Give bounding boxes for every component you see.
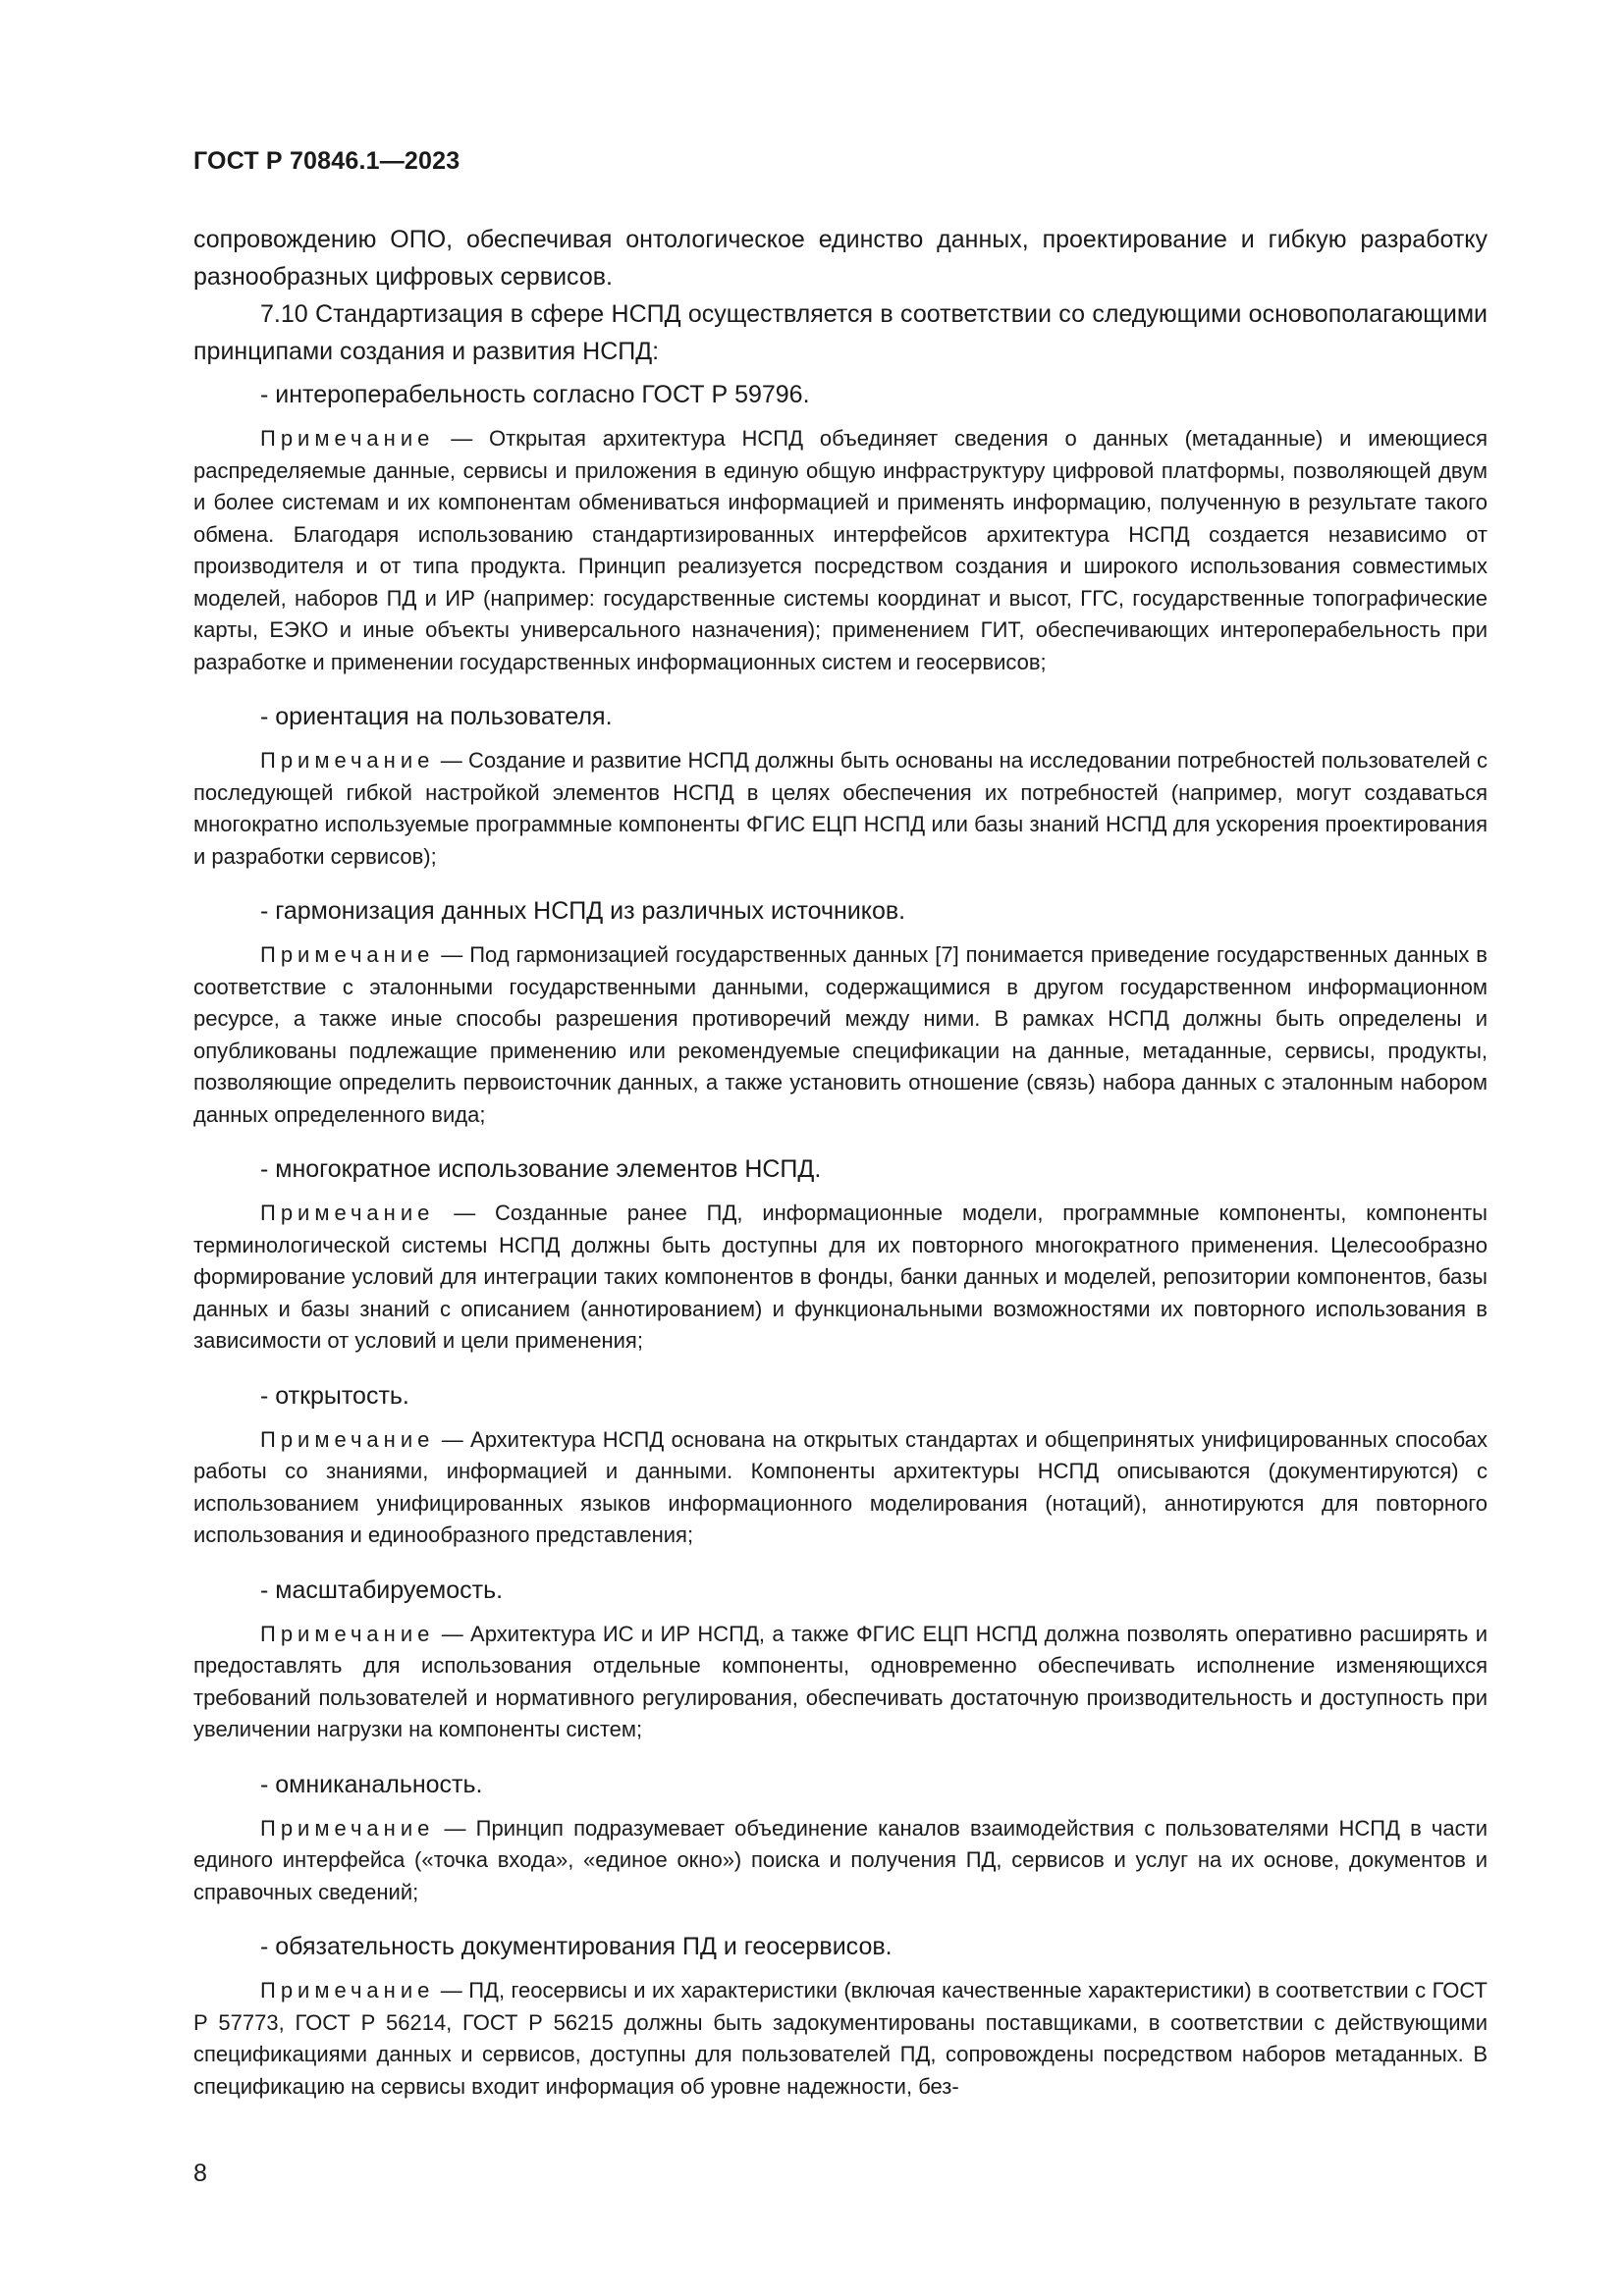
note-paragraph (193, 1619, 1488, 1746)
principle-item: - ориентация на пользователя. (260, 703, 613, 730)
note-text: — Архитектура НСПД основана на открытых стандартах и общепринятых унифицированных способах работы со знаниями, информацией и данными. Компоненты архитектуры НСПД описываются (документируются) с использованием унифицированных языков информационного моделирования (нотаций), аннотируются для повторного использования и единообразного представления; (193, 1426, 1488, 1547)
note-paragraph (193, 1424, 1488, 1552)
note-label: Примечание (260, 426, 435, 451)
note-text: — Под гармонизацией государственных данных [7] понимается приведение государственных данных в соответствие с эталонными государственными данными, содержащимися в другом государственном информационном ресурсе, а также иные способы разрешения противоречий между ними. В рамках НСПД должны быть определены и опубликованы подлежащие применению или рекомендуемые спецификации на данные, метаданные, сервисы, продукты, позволяющие определить первоисточник данных, а также установить отношение (связь) набора данных с эталонным набором данных определенного вида; (193, 942, 1488, 1127)
note-label: Примечание (260, 1978, 435, 2002)
principle-item: - многократное использование элементов НСПД. (260, 1155, 822, 1183)
note-label: Примечание (260, 1426, 435, 1452)
note-paragraph (193, 939, 1488, 1131)
note-paragraph (193, 1975, 1488, 2103)
note-label: Примечание (260, 748, 435, 773)
note-text: — Принцип подразумевает объединение каналов взаимодействия с пользователями НСПД в части единого интерфейса («точка входа», «единое окно») поиска и получения ПД, сервисов и услуг на их основе, документов и справочных сведений; (193, 1815, 1488, 1904)
note-label: Примечание (260, 942, 435, 967)
note-paragraph (193, 1198, 1488, 1358)
note-text: — Архитектура ИС и ИР НСПД, а также ФГИС ЕЦП НСПД должна позволять оперативно расширять и предоставлять для использования отдельные компоненты, одновременно обеспечивать исполнение изменяющихся требований пользователей и нормативного регулирования, обеспечивать достаточную производительность и доступность при увеличении нагрузки на компоненты систем; (193, 1621, 1488, 1741)
principle-item: - омниканальность. (260, 1770, 483, 1798)
page-content (193, 221, 1488, 2122)
principle-item: - гармонизация данных НСПД из различных источников. (260, 897, 906, 925)
note-paragraph (193, 1813, 1488, 1909)
page-number: 8 (193, 2160, 207, 2187)
note-text: — Созданные ранее ПД, информационные модели, программные компоненты, компоненты терминологической системы НСПД должны быть доступны для их повторного многократного применения. Целесообразно формирование условий для интеграции таких компонентов в фонды, банки данных и моделей, репозитории компонентов, базы данных и базы знаний с описанием (аннотированием) и функциональными возможностями их повторного использования в зависимости от условий и цели применения; (193, 1201, 1488, 1353)
note-text: — Открытая архитектура НСПД объединяет сведения о данных (метаданные) и имеющиеся распределяемые данные, сервисы и приложения в единую общую инфраструктуру цифровой платформы, позволяющей двум и более системам и их компонентам обмениваться информацией и применять информацию, полученную в результате такого обмена. Благодаря использованию стандартизированных интерфейсов архитектура НСПД создается независимо от производителя и от типа продукта. Принцип реализуется посредством создания и широкого использования совместимых моделей, наборов ПД и ИР (например: государственные системы координат и высот, ГГС, государственные топографические карты, ЕЭКО и иные объекты универсального назначения); применением ГИТ, обеспечивающих интероперабельность при разработке и применении государственных информационных систем и геосервисов; (193, 426, 1488, 674)
note-text: — Создание и развитие НСПД должны быть основаны на исследовании потребностей пользователей с последующей гибкой настройкой элементов НСПД в целях обеспечения их потребностей (например, могут создаваться многократно используемые программные компоненты ФГИС ЕЦП НСПД или базы знаний НСПД для ускорения проектирования и разработки сервисов); (193, 748, 1488, 869)
note-label: Примечание (260, 1815, 435, 1841)
note-label: Примечание (260, 1621, 435, 1646)
continuation-paragraph: сопровождению ОПО, обеспечивая онтологическое единство данных, проектирование и гибкую разработку разнообразных цифровых сервисов. (193, 226, 1488, 291)
clause-7-10: 7.10 Стандартизация в сфере НСПД осуществляется в соответствии со следующими основополагающими принципами создания и развития НСПД: (193, 300, 1488, 365)
principle-item: - обязательность документирования ПД и геосервисов. (260, 1933, 893, 1960)
principle-item: - масштабируемость. (260, 1575, 504, 1604)
principle-item: - открытость. (260, 1381, 409, 1410)
note-text: — ПД, геосервисы и их характеристики (включая качественные характеристики) в соответствии с ГОСТ Р 57773, ГОСТ Р 56214, ГОСТ Р 56215 должны быть задокументированы поставщиками, в соответствии с действующими спецификациями данных и сервисов, доступны для пользователей ПД, сопровождены посредством наборов метаданных. В спецификацию на сервисы входит информация об уровне надежности, без- (193, 1978, 1488, 2099)
document-header: ГОСТ Р 70846.1—2023 (193, 147, 460, 175)
note-paragraph (193, 423, 1488, 678)
note-paragraph (193, 745, 1488, 873)
note-label: Примечание (260, 1201, 435, 1225)
principle-item: - интероперабельность согласно ГОСТ Р 59796. (260, 381, 810, 408)
